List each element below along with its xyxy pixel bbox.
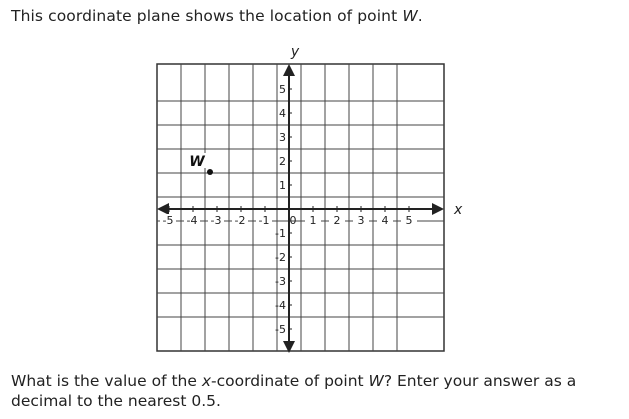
y-tick-label: 1 xyxy=(279,179,286,192)
prompt-point: W xyxy=(402,7,418,25)
x-tick-label: 5 xyxy=(405,214,413,227)
y-axis-arrow-up xyxy=(283,64,295,76)
y-tick-label: 3 xyxy=(279,131,286,144)
x-tick-label: 3 xyxy=(357,214,365,227)
y-tick-label: -1 xyxy=(275,227,286,240)
y-axis-label: y xyxy=(290,44,300,60)
question-text xyxy=(11,371,611,411)
point-label: W xyxy=(189,154,205,170)
y-tick-label: -5 xyxy=(275,323,286,336)
x-tick-label: -4 xyxy=(186,214,198,227)
x-tick-label: -5 xyxy=(162,214,174,227)
prompt-after: . xyxy=(417,7,423,25)
question-part2: -coordinate of point xyxy=(211,372,369,390)
axes xyxy=(157,44,463,353)
x-axis-label: x xyxy=(454,202,463,218)
y-tick-label: 4 xyxy=(279,107,286,120)
question-part1: What is the value of the xyxy=(11,372,202,390)
x-tick-label: -1 xyxy=(258,214,270,227)
y-tick-label: -3 xyxy=(275,275,286,288)
x-tick-label: -2 xyxy=(234,214,246,227)
question-point: W xyxy=(368,372,384,390)
point-marker xyxy=(207,169,213,175)
y-tick-label: -4 xyxy=(275,299,286,312)
x-tick-label: 4 xyxy=(381,214,389,227)
origin-label: 0 xyxy=(289,214,297,227)
points xyxy=(188,153,213,175)
prompt-before: This coordinate plane shows the location of point xyxy=(11,7,403,25)
x-tick-label: 1 xyxy=(309,214,317,227)
y-tick-label: -2 xyxy=(275,251,286,264)
y-tick-label: 5 xyxy=(279,83,286,96)
x-axis-arrow-right xyxy=(432,203,444,215)
grid xyxy=(157,64,444,351)
y-tick-label: 2 xyxy=(279,155,286,168)
x-tick-label: 2 xyxy=(333,214,341,227)
question-var: x xyxy=(201,372,212,390)
question-part3: ? Enter your answer as a decimal to the nearest 0.5. xyxy=(11,372,577,410)
x-tick-label: -3 xyxy=(210,214,222,227)
